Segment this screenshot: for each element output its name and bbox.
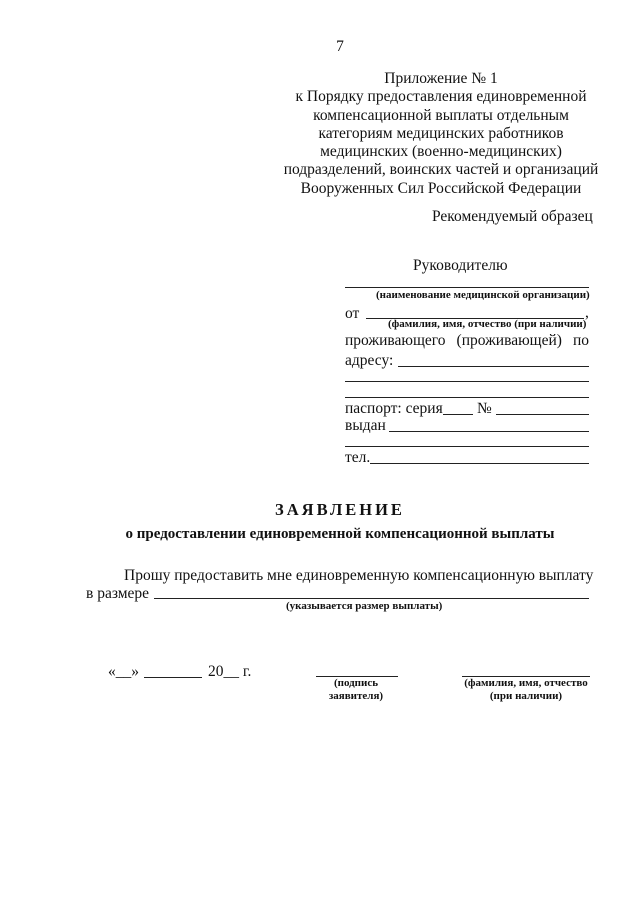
address-field-line-2[interactable]: [345, 381, 589, 382]
appendix-line: Приложение № 1: [384, 70, 498, 87]
signer-name-caption: [462, 677, 590, 703]
appendix-header: [280, 70, 602, 198]
phone-label: тел.: [345, 449, 371, 466]
signature-caption-line: заявителя): [328, 690, 384, 702]
appendix-line: к Порядку предоставления единовременной: [295, 88, 587, 106]
residence-line: [345, 331, 589, 350]
passport-number-field[interactable]: [496, 414, 589, 415]
passport-series-field[interactable]: [443, 414, 473, 415]
amount-caption: (указывается размер выплаты): [286, 600, 443, 612]
residence-word: (проживающей): [456, 332, 562, 349]
date-year-label: 20__ г.: [208, 663, 252, 680]
appendix-line: подразделений, воинских частей и организаций: [283, 161, 599, 179]
appendix-line: компенсационной выплаты отдельным: [313, 106, 569, 124]
organization-caption: (наименование медицинской организации): [376, 289, 590, 301]
date-month-field[interactable]: [144, 677, 202, 678]
passport-number-label: №: [477, 400, 492, 417]
address-field-line-3[interactable]: [345, 397, 589, 398]
signer-name-caption-line: (фамилия, имя, отчество: [464, 677, 588, 689]
appendix-line: Вооруженных Сил Российской Федерации: [300, 179, 582, 197]
address-label: адресу:: [345, 352, 394, 369]
request-text: Прошу предоставить мне единовременную компенсационную выплату: [124, 567, 594, 584]
phone-field[interactable]: [370, 463, 589, 464]
document-title: ЗАЯВЛЕНИЕ: [275, 500, 405, 519]
document-subtitle: о предоставлении единовременной компенсационной выплаты: [125, 526, 555, 542]
applicant-name-caption: (фамилия, имя, отчество (при наличии): [388, 318, 587, 330]
issued-by-field-line-2[interactable]: [345, 446, 589, 447]
date-day-label: «__»: [108, 663, 139, 680]
signature-caption: [322, 677, 390, 703]
residence-word: проживающего: [345, 332, 446, 349]
from-comma: ,: [585, 304, 589, 321]
amount-label: в размере: [86, 585, 150, 602]
issued-by-label: выдан: [345, 417, 386, 434]
appendix-line: медицинских (военно-медицинских): [320, 143, 562, 161]
signer-name-caption-line: (при наличии): [489, 690, 563, 702]
residence-word: по: [572, 332, 589, 349]
signature-caption-line: (подпись: [333, 677, 379, 689]
addressee-heading: Руководителю: [413, 257, 508, 274]
from-label: от: [345, 305, 360, 322]
recommended-sample-label: Рекомендуемый образец: [432, 208, 593, 225]
page-number: 7: [336, 38, 344, 55]
amount-field[interactable]: [154, 598, 589, 599]
address-field[interactable]: [398, 366, 589, 367]
appendix-line: категориям медицинских работников: [318, 124, 564, 142]
organization-field[interactable]: [345, 287, 589, 288]
passport-series-label: паспорт: серия: [345, 400, 443, 417]
issued-by-field[interactable]: [389, 431, 589, 432]
